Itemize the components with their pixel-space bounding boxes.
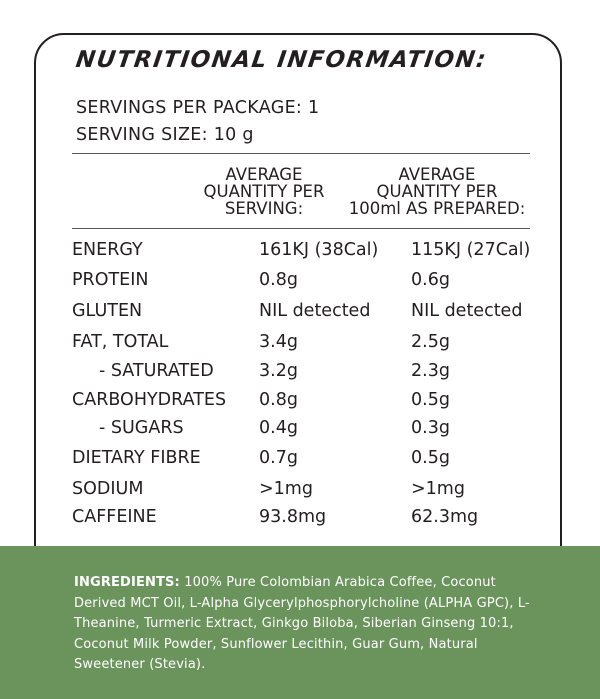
nutrient-name: SODIUM bbox=[72, 479, 144, 499]
ingredients-label: INGREDIENTS: bbox=[74, 575, 180, 590]
per-100ml-value: 0.3g bbox=[411, 418, 450, 438]
per-100ml-value: 2.3g bbox=[411, 361, 450, 381]
column-header-line: AVERAGE bbox=[398, 165, 476, 184]
per-100ml-value: 0.5g bbox=[411, 448, 450, 468]
column-header-line: 100ml AS PREPARED: bbox=[348, 199, 526, 218]
nutrient-row-protein bbox=[72, 270, 532, 294]
column-header-per-100ml bbox=[342, 166, 532, 217]
servings-per-package: SERVINGS PER PACKAGE: 1 bbox=[76, 98, 320, 118]
column-header-line: QUANTITY PER bbox=[203, 182, 325, 201]
nutrient-name: ENERGY bbox=[72, 240, 143, 260]
per-serving-value: >1mg bbox=[259, 479, 313, 499]
per-serving-value: 161KJ (38Cal) bbox=[259, 240, 379, 260]
column-header-line: SERVING: bbox=[224, 199, 304, 218]
nutrient-name: CAFFEINE bbox=[72, 507, 157, 527]
panel-title: NUTRITIONAL INFORMATION: bbox=[74, 47, 489, 73]
nutrient-name: DIETARY FIBRE bbox=[72, 448, 201, 468]
nutrient-name: - SATURATED bbox=[99, 361, 214, 381]
nutrient-name: PROTEIN bbox=[72, 270, 149, 290]
per-100ml-value: 0.5g bbox=[411, 390, 450, 410]
nutrient-row-gluten bbox=[72, 301, 532, 325]
per-100ml-value: 0.6g bbox=[411, 270, 450, 290]
nutrient-name: FAT, TOTAL bbox=[72, 332, 169, 352]
per-100ml-value: >1mg bbox=[411, 479, 465, 499]
per-100ml-value: NIL detected bbox=[411, 301, 523, 321]
nutrient-row-fat-total bbox=[72, 332, 532, 356]
divider-header bbox=[72, 228, 530, 229]
nutrient-row-saturated bbox=[72, 361, 532, 385]
nutrient-name: GLUTEN bbox=[72, 301, 143, 321]
nutrient-row-sugars bbox=[72, 418, 532, 442]
serving-size: SERVING SIZE: 10 g bbox=[76, 125, 254, 145]
nutrient-row-energy bbox=[72, 240, 532, 264]
per-serving-value: 0.4g bbox=[259, 418, 298, 438]
nutrient-name: CARBOHYDRATES bbox=[72, 390, 227, 410]
per-100ml-value: 62.3mg bbox=[411, 507, 479, 527]
per-serving-value: NIL detected bbox=[259, 301, 371, 321]
per-serving-value: 0.8g bbox=[259, 270, 298, 290]
nutrient-row-dietary-fibre bbox=[72, 448, 532, 472]
divider-top bbox=[72, 153, 530, 154]
per-serving-value: 3.4g bbox=[259, 332, 298, 352]
column-header-line: QUANTITY PER bbox=[376, 182, 498, 201]
nutrient-row-caffeine bbox=[72, 507, 532, 531]
per-100ml-value: 115KJ (27Cal) bbox=[411, 240, 531, 260]
per-100ml-value: 2.5g bbox=[411, 332, 450, 352]
per-serving-value: 0.8g bbox=[259, 390, 298, 410]
ingredients-list: 100% Pure Colombian Arabica Coffee, Coconut Derived MCT Oil, L-Alpha Glycerylphosphorylcholine (ALPHA GPC), L-Theanine, Turmeric Extract, Ginkgo Biloba, Siberian Ginseng 10:1, Coconut Milk Powder, Sunflower Lecithin, Guar Gum, Natural Sweetener (Stevia). bbox=[74, 575, 530, 672]
per-serving-value: 93.8mg bbox=[259, 507, 327, 527]
column-header-per-serving bbox=[196, 166, 332, 217]
per-serving-value: 0.7g bbox=[259, 448, 298, 468]
nutrient-name: - SUGARS bbox=[99, 418, 184, 438]
ingredients-banner bbox=[0, 546, 600, 699]
nutrient-row-sodium bbox=[72, 479, 532, 503]
nutrient-row-carbohydrates bbox=[72, 390, 532, 414]
ingredients-text-block bbox=[74, 573, 544, 676]
per-serving-value: 3.2g bbox=[259, 361, 298, 381]
column-header-line: AVERAGE bbox=[225, 165, 303, 184]
